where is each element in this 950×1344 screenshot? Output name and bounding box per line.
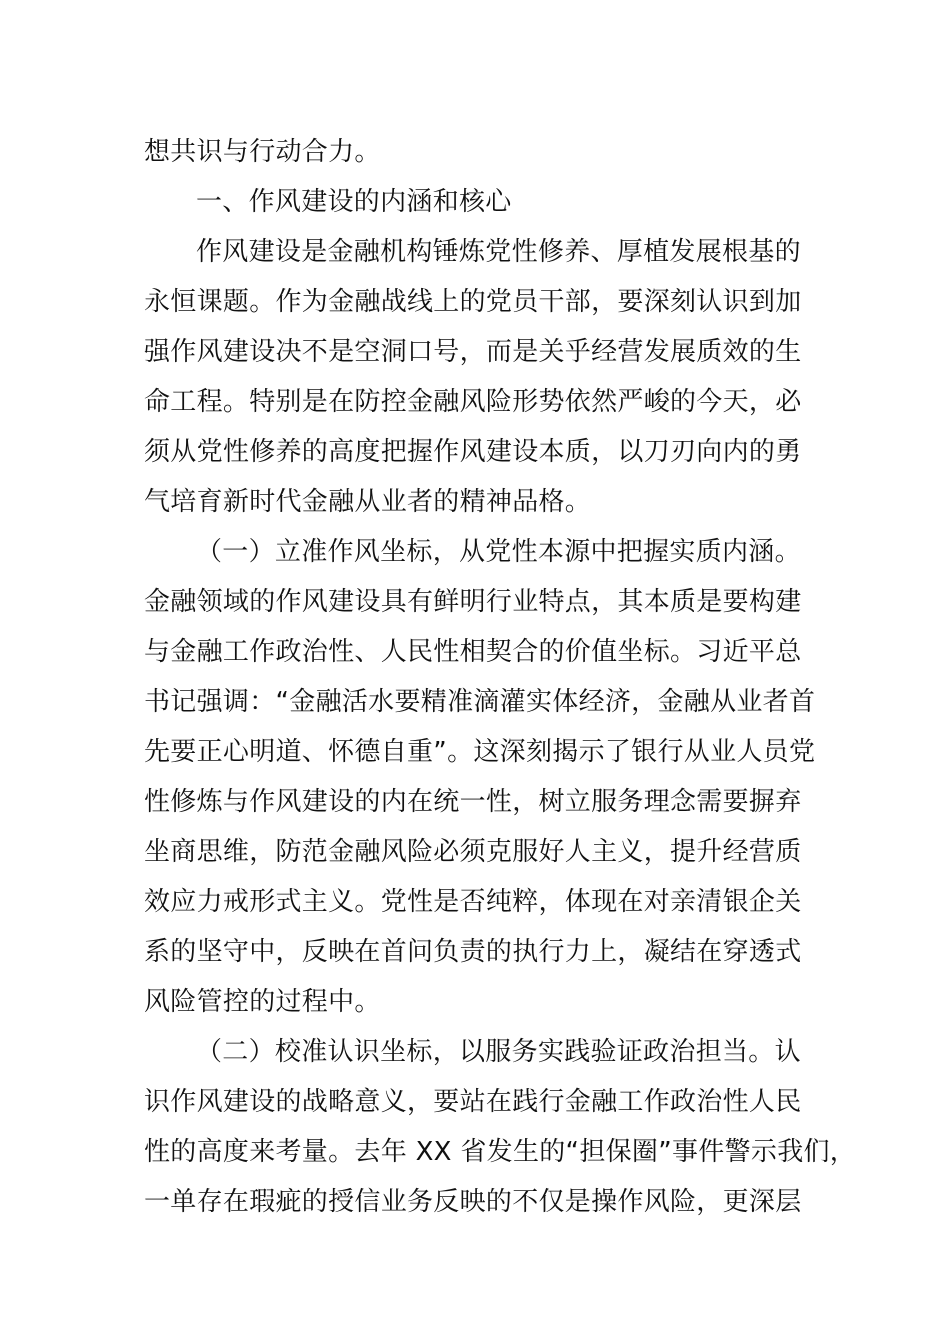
text-line: 想共识与行动合力。 — [144, 137, 381, 167]
subsection-heading: （二）校准认识坐标，以服务实践验证政治担当。认 — [196, 1037, 801, 1067]
text-line: 与金融工作政治性、人民性相契合的价值坐标。习近平总 — [144, 637, 802, 667]
section-heading: 一、作风建设的内涵和核心 — [196, 187, 512, 217]
text-line: 识作风建设的战略意义，要站在践行金融工作政治性人民 — [144, 1087, 802, 1117]
text-line: 金融领域的作风建设具有鲜明行业特点，其本质是要构建 — [144, 587, 802, 617]
text-line: 书记强调：“金融活水要精准滴灌实体经济，金融从业者首 — [144, 687, 816, 717]
text-line: 风险管控的过程中。 — [144, 987, 381, 1017]
text-line: 先要正心明道、怀德自重”。这深刻揭示了银行从业人员党 — [144, 737, 816, 767]
text-line: 坐商思维，防范金融风险必须克服好人主义，提升经营质 — [144, 837, 802, 867]
text-line: 作风建设是金融机构锤炼党性修养、厚植发展根基的 — [196, 237, 801, 267]
text-line: 气培育新时代金融从业者的精神品格。 — [144, 487, 592, 517]
text-line: 性的高度来考量。去年 XX 省发生的“担保圈”事件警示我们， — [144, 1137, 857, 1167]
text-line: 强作风建设决不是空洞口号，而是关乎经营发展质效的生 — [144, 337, 802, 367]
text-line: 一单存在瑕疵的授信业务反映的不仅是操作风险，更深层 — [144, 1187, 802, 1217]
subsection-heading: （一）立准作风坐标，从党性本源中把握实质内涵。 — [196, 537, 801, 567]
text-line: 命工程。特别是在防控金融风险形势依然严峻的今天，必 — [144, 387, 802, 417]
text-line: 永恒课题。作为金融战线上的党员干部，要深刻认识到加 — [144, 287, 802, 317]
text-line: 性修炼与作风建设的内在统一性，树立服务理念需要摒弃 — [144, 787, 802, 817]
text-line: 须从党性修养的高度把握作风建设本质，以刀刃向内的勇 — [144, 437, 802, 467]
text-line: 效应力戒形式主义。党性是否纯粹，体现在对亲清银企关 — [144, 887, 802, 917]
text-line: 系的坚守中，反映在首问负责的执行力上，凝结在穿透式 — [144, 937, 802, 967]
